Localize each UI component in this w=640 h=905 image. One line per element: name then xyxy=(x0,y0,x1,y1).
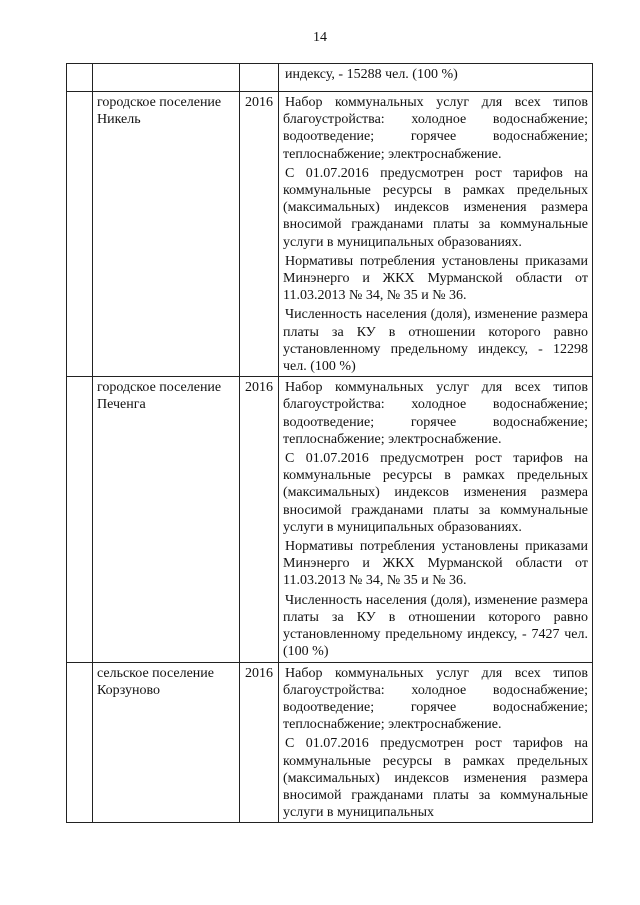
norms-paragraph: Нормативы потребления установлены приказами Минэнерго и ЖКХ Мурманской области от 11.03.2013 № 34, № 35 и № 36. xyxy=(283,253,588,304)
population-paragraph: Численность населения (доля), изменение размера платы за КУ в отношении которого равно установленному предельному индексу, - 12298 чел. (100 %) xyxy=(283,307,588,375)
municipality-name: городское поселение Печенга xyxy=(93,377,240,662)
tariff-paragraph: С 01.07.2016 предусмотрен рост тарифов на коммунальные ресурсы в рамках предельных (максимальных) индексов изменения размера вносимой гражданами платы за коммунальные услуги в муниципальных образованиях. xyxy=(283,165,588,250)
row-marker-cell xyxy=(67,662,93,823)
description-cell xyxy=(279,377,593,662)
municipality-name: сельское поселение Корзуново xyxy=(93,662,240,823)
tariff-paragraph: С 01.07.2016 предусмотрен рост тарифов на коммунальные ресурсы в рамках предельных (максимальных) индексов изменения размера вносимой гражданами платы за коммунальные услуги в муниципальных образованиях. xyxy=(283,451,588,535)
services-paragraph: Набор коммунальных услуг для всех типов благоустройства: холодное водоснабжение; водоотведение; горячее водоснабжение; теплоснабжение; электроснабжение. xyxy=(283,380,588,447)
year-cell xyxy=(240,64,279,92)
row-marker-cell xyxy=(67,64,93,92)
services-paragraph: Набор коммунальных услуг для всех типов благоустройства: холодное водоснабжение; водоотведение; горячее водоснабжение; теплоснабжение; электроснабжение. xyxy=(283,665,588,733)
year-cell: 2016 xyxy=(240,92,279,377)
municipality-cell xyxy=(93,64,240,92)
table-row xyxy=(67,64,593,92)
table-row xyxy=(67,92,593,377)
description-cell xyxy=(279,64,593,92)
year-cell: 2016 xyxy=(240,377,279,662)
services-paragraph: Набор коммунальных услуг для всех типов благоустройства: холодное водоснабжение; водоотведение; горячее водоснабжение; теплоснабжение; электроснабжение. xyxy=(283,95,588,162)
norms-paragraph: Нормативы потребления установлены приказами Минэнерго и ЖКХ Мурманской области от 11.03.2013 № 34, № 35 и № 36. xyxy=(283,539,588,589)
population-paragraph: Численность населения (доля), изменение размера платы за КУ в отношении которого равно установленному предельному индексу, - 7427 чел. (100 %) xyxy=(283,592,588,660)
table-row xyxy=(67,662,593,823)
row-marker-cell xyxy=(67,377,93,662)
tariff-table xyxy=(66,63,593,823)
municipality-name: городское поселение Никель xyxy=(93,92,240,377)
continuation-text: индексу, - 15288 чел. (100 %) xyxy=(285,67,458,82)
page-number: 14 xyxy=(313,30,327,45)
description-cell xyxy=(279,662,593,823)
tariff-paragraph: С 01.07.2016 предусмотрен рост тарифов на коммунальные ресурсы в рамках предельных (максимальных) индексов изменения размера вносимой гражданами платы за коммунальные услуги в муниципальных xyxy=(283,736,588,821)
table-row xyxy=(67,377,593,662)
year-cell: 2016 xyxy=(240,662,279,823)
description-cell xyxy=(279,92,593,377)
row-marker-cell xyxy=(67,92,93,377)
